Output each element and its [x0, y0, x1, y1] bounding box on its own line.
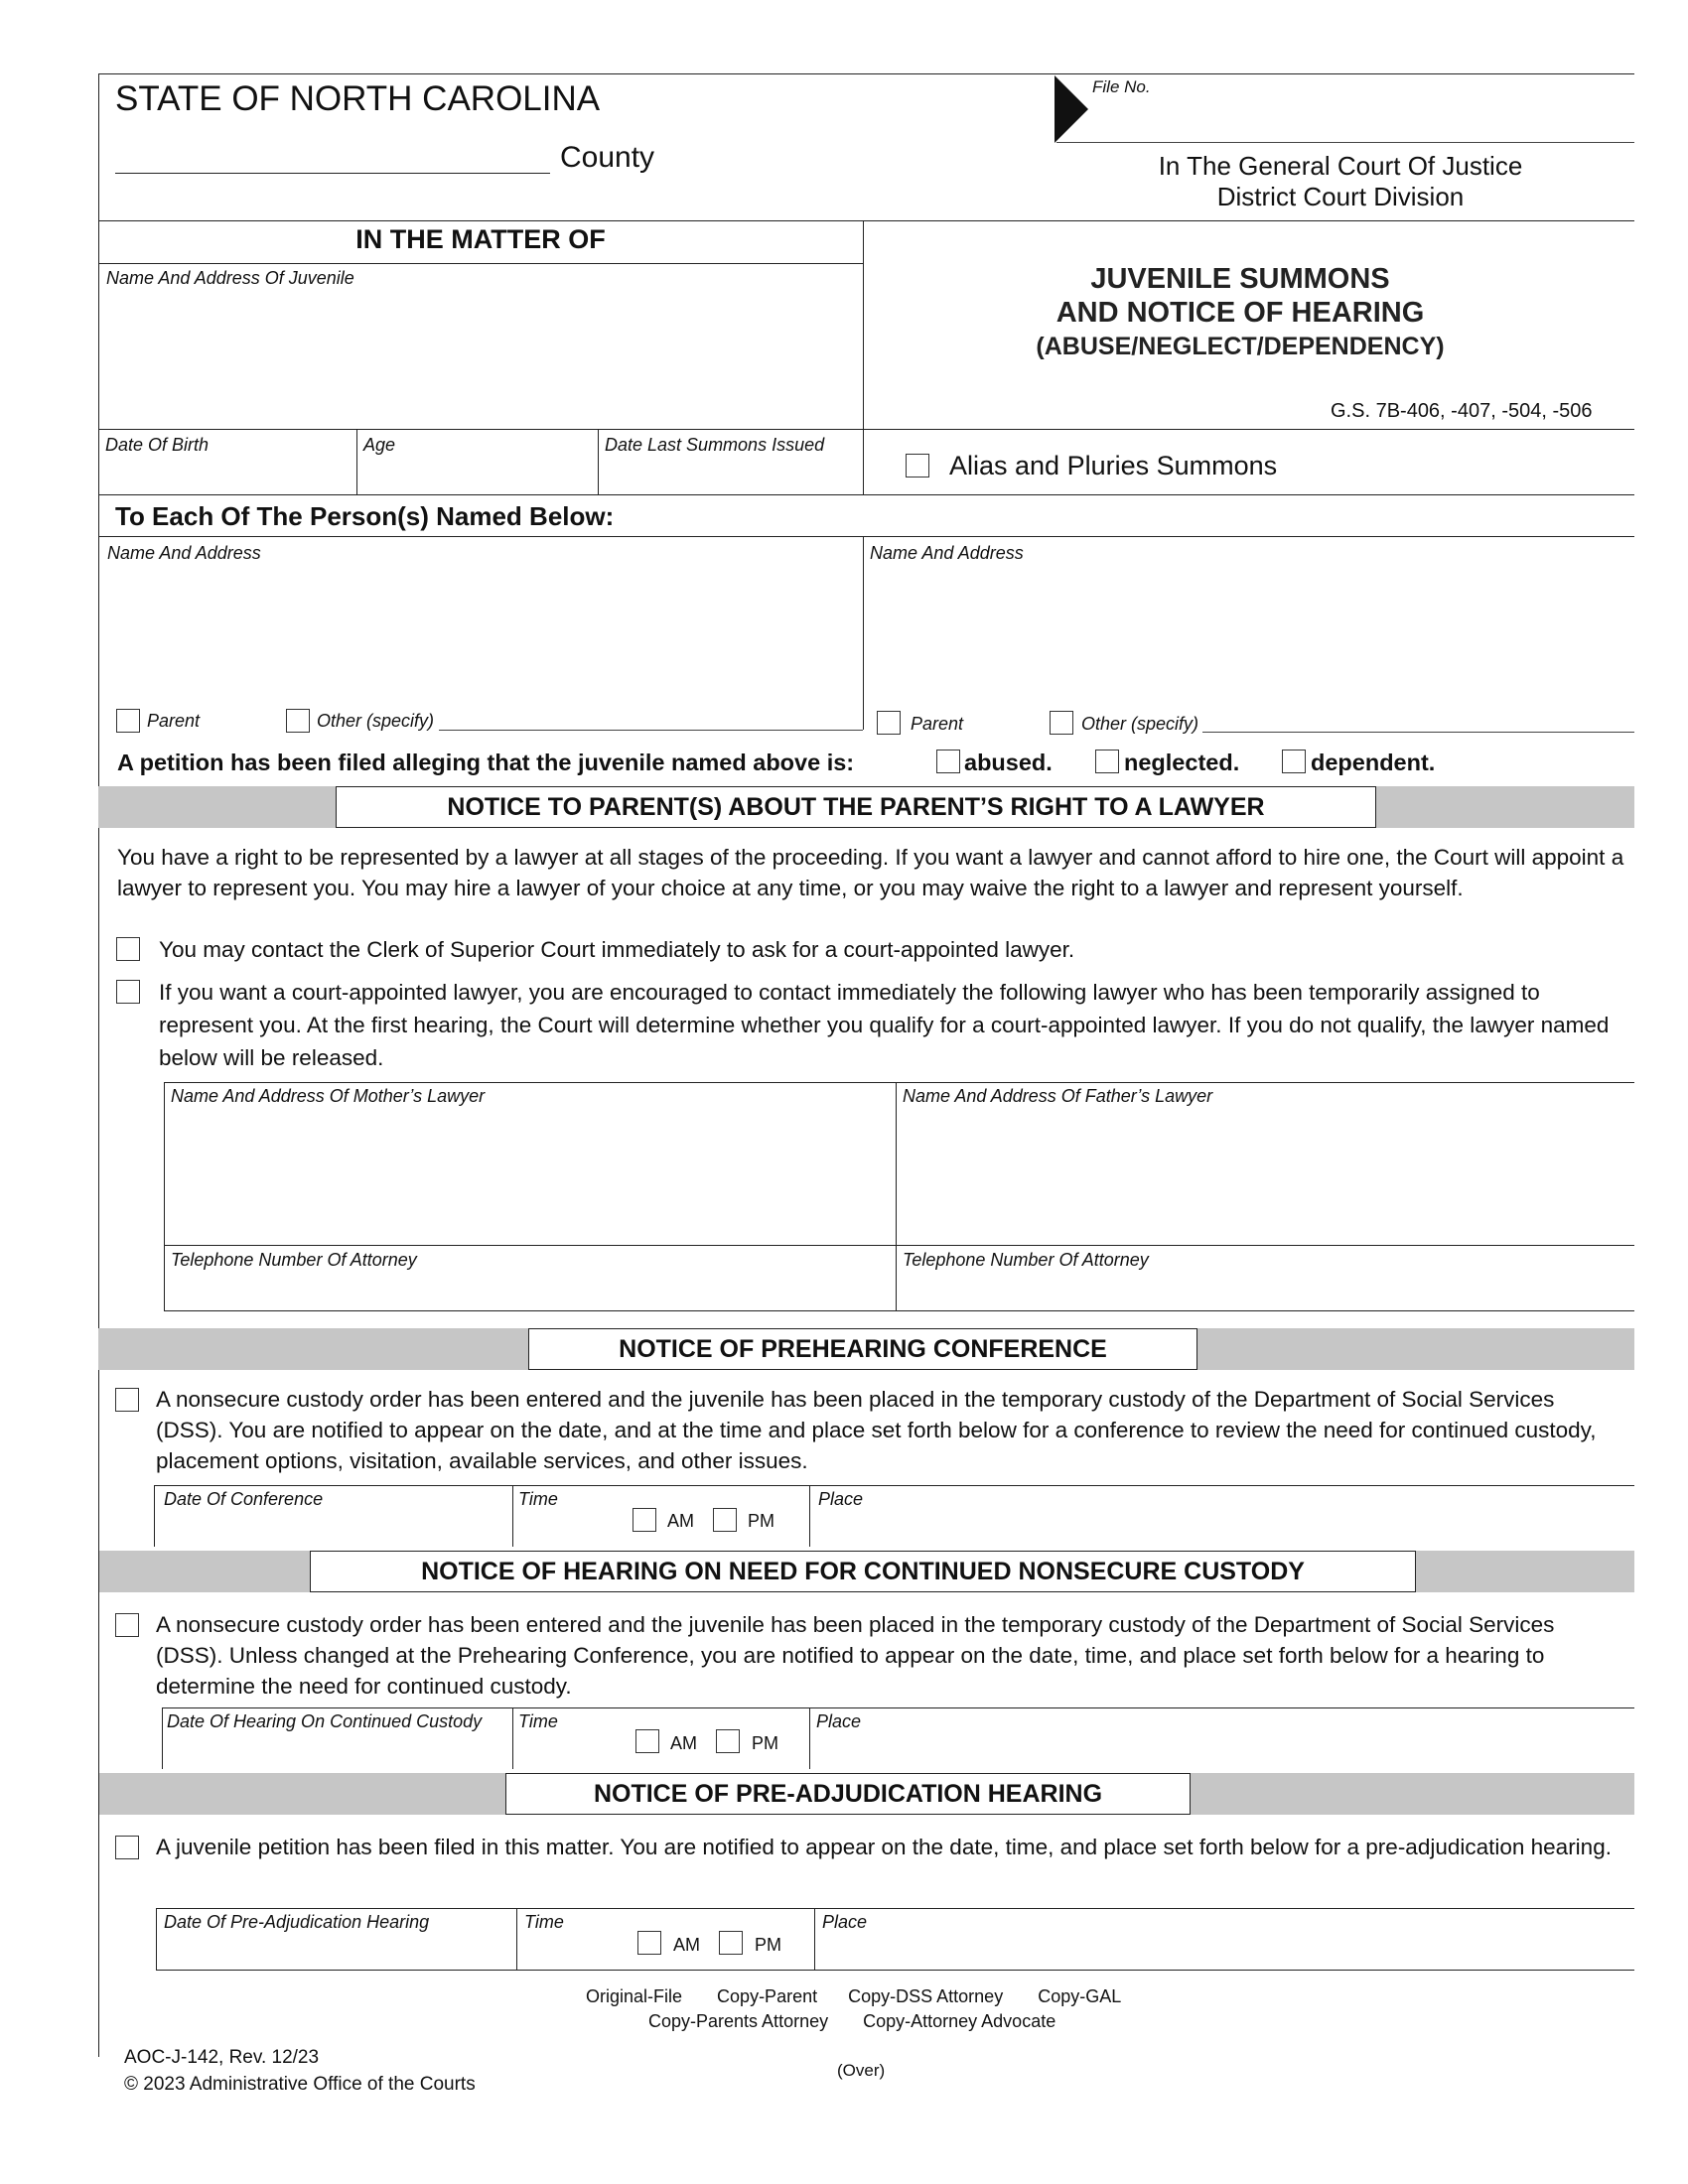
top-border-right	[1147, 73, 1634, 74]
lawyer-table-bottom	[164, 1310, 1634, 1311]
statute-ref: G.S. 7B-406, -407, -504, -506	[1331, 400, 1593, 422]
preadjudication-pm-label: PM	[755, 1935, 781, 1955]
lawyer-notice-title: NOTICE TO PARENT(S) ABOUT THE PARENT’S RIGHT TO A LAWYER	[336, 786, 1376, 828]
preadjudication-pm-checkbox[interactable]	[719, 1931, 743, 1955]
continued-pm-checkbox[interactable]	[716, 1729, 740, 1753]
mother-lawyer-label: Name And Address Of Mother’s Lawyer	[171, 1086, 486, 1106]
preadjudication-am-checkbox[interactable]	[637, 1931, 661, 1955]
prehearing-date-label: Date Of Conference	[164, 1489, 324, 1509]
father-lawyer-label: Name And Address Of Father’s Lawyer	[903, 1086, 1213, 1106]
prehearing-text: A nonsecure custody order has been entered and the juvenile has been placed in the temporary custody of the Department of Social Services (DSS). You are notified to appear on the date, and at the time and place set forth below for a conference to review the need for continued custody, placement options, visitation, available services, and other issues.	[156, 1387, 1597, 1473]
abused-checkbox[interactable]	[936, 750, 960, 773]
preadjudication-table-top	[156, 1908, 1634, 1909]
preadjudication-time-label: Time	[524, 1912, 564, 1932]
file-no-arrow-icon	[1055, 75, 1088, 143]
continued-title: NOTICE OF HEARING ON NEED FOR CONTINUED NONSECURE CUSTODY	[310, 1551, 1416, 1592]
copy-attorney-advocate: Copy-Attorney Advocate	[863, 2011, 1056, 2031]
prehearing-title: NOTICE OF PREHEARING CONFERENCE	[528, 1328, 1197, 1370]
left-border-lower	[98, 1551, 99, 2057]
copyright: © 2023 Administrative Office of the Courts	[124, 2074, 476, 2095]
person1-parent-checkbox[interactable]	[116, 709, 140, 733]
persons-heading: To Each Of The Person(s) Named Below:	[115, 501, 615, 531]
neglected-label: neglected.	[1124, 750, 1240, 775]
lawyer-table-mid	[896, 1082, 897, 1310]
alias-pluries-label: Alias and Pluries Summons	[949, 451, 1278, 480]
preadjudication-table-left	[156, 1908, 157, 1970]
dob-row-bottom-line	[98, 494, 1634, 495]
persons-divider	[863, 536, 864, 730]
copies-line2	[648, 2011, 1055, 2032]
state-title: STATE OF NORTH CAROLINA	[115, 79, 601, 118]
copy-original-file: Original-File	[586, 1986, 683, 2006]
person2-parent-label: Parent	[911, 714, 964, 734]
lawyer-table-phone-line	[164, 1245, 1634, 1246]
preadjudication-place-divider	[814, 1908, 815, 1970]
person1-parent-label: Parent	[147, 711, 201, 731]
person2-other-checkbox[interactable]	[1050, 711, 1073, 735]
continued-checkbox[interactable]	[115, 1613, 139, 1637]
county-label: County	[560, 141, 655, 174]
copy-gal: Copy-GAL	[1038, 1986, 1122, 2006]
prehearing-am-label: AM	[667, 1511, 694, 1531]
form-title-line2: AND NOTICE OF HEARING	[1055, 297, 1425, 329]
continued-time-label: Time	[518, 1711, 558, 1731]
continued-place-divider	[809, 1707, 810, 1769]
form-title	[863, 262, 1618, 363]
petition-text: A petition has been filed alleging that the juvenile named above is:	[117, 750, 855, 775]
lawyer-table-left	[164, 1082, 165, 1310]
continued-text: A nonsecure custody order has been entered and the juvenile has been placed in the temporary custody of the Department of Social Services (DSS). Unless changed at the Prehearing Conference, you are notified to appear on the date, time, and place set forth below for a hearing to determine the need for continued custody.	[156, 1612, 1555, 1699]
neglected-checkbox[interactable]	[1095, 750, 1119, 773]
person2-other-label: Other (specify)	[1081, 714, 1199, 734]
continued-am-checkbox[interactable]	[635, 1729, 659, 1753]
top-border	[98, 73, 1147, 74]
assigned-lawyer-text: If you want a court-appointed lawyer, you are encouraged to contact immediately the following lawyer who has been temporarily assigned to represent you. At the first hearing, the Court will determine whether you qualify for a court-appointed lawyer. If you do not qualify, the lawyer named below will be released.	[159, 980, 1610, 1070]
matter-title-line	[98, 263, 863, 264]
dob-row-top-line	[98, 429, 1634, 430]
copy-dss-attorney: Copy-DSS Attorney	[848, 1986, 1004, 2006]
dob-label: Date Of Birth	[105, 435, 210, 455]
continued-date-label: Date Of Hearing On Continued Custody	[167, 1711, 483, 1731]
assigned-lawyer-checkbox[interactable]	[116, 980, 140, 1004]
continued-am-label: AM	[670, 1733, 697, 1753]
preadjudication-title: NOTICE OF PRE-ADJUDICATION HEARING	[505, 1773, 1191, 1815]
form-title-line3: (ABUSE/NEGLECT/DEPENDENCY)	[1036, 333, 1445, 360]
last-summons-label: Date Last Summons Issued	[605, 435, 825, 455]
alias-pluries-checkbox[interactable]	[906, 454, 929, 478]
person1-other-label: Other (specify)	[317, 711, 435, 731]
copy-parents-attorney: Copy-Parents Attorney	[648, 2011, 829, 2031]
person1-name-address-label: Name And Address	[107, 543, 261, 563]
father-phone-label: Telephone Number Of Attorney	[903, 1250, 1149, 1270]
age-divider	[598, 429, 599, 494]
dependent-label: dependent.	[1311, 750, 1436, 775]
abused-label: abused.	[964, 750, 1053, 775]
person1-other-checkbox[interactable]	[286, 709, 310, 733]
preadjudication-am-label: AM	[673, 1935, 700, 1955]
over-note: (Over)	[837, 2061, 886, 2080]
prehearing-time-divider	[512, 1485, 513, 1547]
contact-clerk-text: You may contact the Clerk of Superior Court immediately to ask for a court-appointed lawyer.	[159, 937, 1075, 962]
contact-clerk-checkbox[interactable]	[116, 937, 140, 961]
county-blank-line	[115, 173, 550, 174]
prehearing-am-checkbox[interactable]	[633, 1508, 656, 1532]
prehearing-checkbox[interactable]	[115, 1388, 139, 1412]
dob-divider	[356, 429, 357, 494]
person2-name-address-label: Name And Address	[870, 543, 1024, 563]
lawyer-notice-paragraph: You have a right to be represented by a lawyer at all stages of the proceeding. If you want a lawyer and cannot afford to hire one, the Court will appoint a lawyer to represent you. You may hire a lawyer of your choice at any time, or you may waive the right to a lawyer and represent yourself.	[117, 845, 1624, 900]
prehearing-table-top	[154, 1485, 1634, 1486]
persons-heading-line	[98, 536, 1634, 537]
continued-pm-label: PM	[752, 1733, 778, 1753]
preadjudication-text: A juvenile petition has been filed in this matter. You are notified to appear on the date, time, and place set forth below for a pre-adjudication hearing.	[156, 1835, 1612, 1859]
matter-title: IN THE MATTER OF	[355, 224, 606, 254]
copy-parent: Copy-Parent	[717, 1986, 818, 2006]
prehearing-time-label: Time	[518, 1489, 558, 1509]
file-no-label: File No.	[1092, 77, 1151, 96]
file-no-line[interactable]	[1056, 142, 1634, 143]
dependent-checkbox[interactable]	[1282, 750, 1306, 773]
copies-line1	[586, 1986, 1121, 2007]
court-division: District Court Division	[1216, 182, 1465, 211]
age-label: Age	[363, 435, 396, 455]
continued-time-divider	[512, 1707, 513, 1769]
person2-parent-checkbox[interactable]	[877, 711, 901, 735]
continued-place-label: Place	[816, 1711, 862, 1731]
continued-table-left	[162, 1707, 163, 1769]
preadjudication-table-bottom	[156, 1970, 1634, 1971]
prehearing-table-left	[154, 1485, 155, 1547]
prehearing-place-divider	[809, 1485, 810, 1547]
lawyer-table-top	[164, 1082, 1634, 1083]
header-divider	[98, 220, 1634, 221]
preadjudication-checkbox[interactable]	[115, 1836, 139, 1859]
form-number: AOC-J-142, Rev. 12/23	[124, 2047, 320, 2068]
name-address-juvenile-label: Name And Address Of Juvenile	[106, 268, 354, 288]
prehearing-place-label: Place	[818, 1489, 864, 1509]
mother-phone-label: Telephone Number Of Attorney	[171, 1250, 417, 1270]
person1-other-line[interactable]	[439, 730, 863, 731]
form-title-line1: JUVENILE SUMMONS	[1090, 263, 1390, 295]
preadjudication-time-divider	[516, 1908, 517, 1970]
preadjudication-date-label: Date Of Pre-Adjudication Hearing	[164, 1912, 430, 1932]
court-name: In The General Court Of Justice	[1158, 151, 1523, 181]
preadjudication-place-label: Place	[822, 1912, 868, 1932]
continued-table-top	[162, 1707, 1634, 1708]
prehearing-pm-checkbox[interactable]	[713, 1508, 737, 1532]
person2-other-line[interactable]	[1202, 732, 1634, 733]
prehearing-pm-label: PM	[748, 1511, 774, 1531]
court-info	[993, 151, 1688, 212]
